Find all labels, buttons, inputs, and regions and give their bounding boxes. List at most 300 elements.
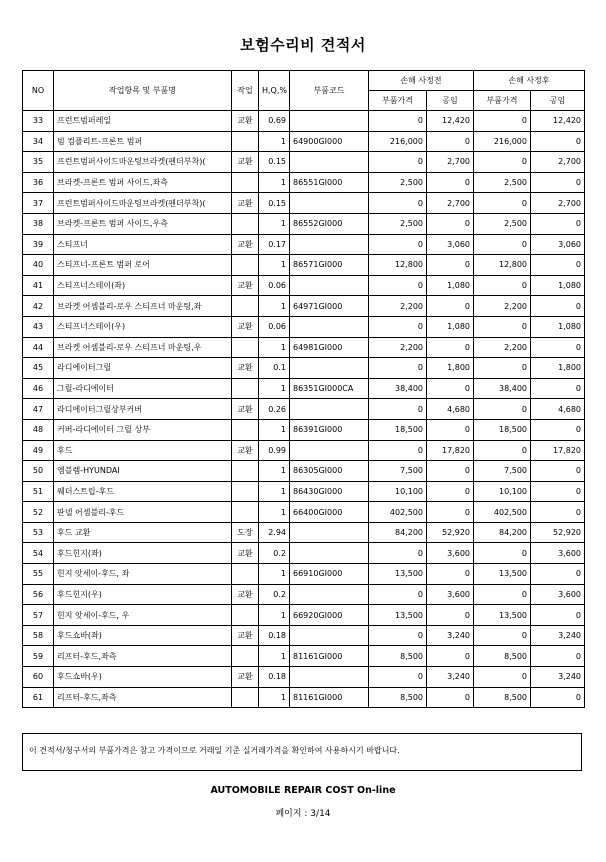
row-after-labor: 4,680 [531, 399, 585, 420]
row-after-labor: 0 [531, 296, 585, 317]
row-work [232, 378, 259, 399]
row-before-labor: 0 [427, 337, 474, 358]
table-row [23, 667, 585, 688]
row-before-part-price: 216,000 [369, 131, 427, 152]
row-work: 교환 [232, 543, 259, 564]
row-no: 45 [23, 358, 54, 379]
row-item: 웨더스트립-후드 [54, 481, 232, 502]
row-before-part-price: 0 [369, 234, 427, 255]
row-after-part-price: 0 [474, 440, 531, 461]
row-before-part-price: 402,500 [369, 502, 427, 523]
row-before-labor: 2,700 [427, 193, 474, 214]
row-no: 59 [23, 646, 54, 667]
row-after-labor: 0 [531, 502, 585, 523]
table-row [23, 358, 585, 379]
row-hq: 0.18 [259, 625, 290, 646]
row-after-labor: 2,700 [531, 193, 585, 214]
row-code: 81161GI000 [290, 646, 369, 667]
row-after-part-price: 0 [474, 358, 531, 379]
row-item: 엠블렘-HYUNDAI [54, 461, 232, 482]
row-no: 48 [23, 419, 54, 440]
row-after-labor: 0 [531, 419, 585, 440]
row-before-part-price: 0 [369, 316, 427, 337]
row-after-labor: 3,060 [531, 234, 585, 255]
row-no: 60 [23, 667, 54, 688]
row-hq: 0.2 [259, 584, 290, 605]
row-work [232, 481, 259, 502]
row-hq: 0.1 [259, 358, 290, 379]
row-no: 52 [23, 502, 54, 523]
row-no: 51 [23, 481, 54, 502]
row-code [290, 111, 369, 132]
row-after-labor: 0 [531, 687, 585, 708]
row-code: 64900GI000 [290, 131, 369, 152]
row-after-labor: 3,240 [531, 667, 585, 688]
row-item: 리프터-후드,좌측 [54, 646, 232, 667]
row-hq: 1 [259, 687, 290, 708]
row-after-part-price: 2,500 [474, 172, 531, 193]
row-after-labor: 1,800 [531, 358, 585, 379]
row-work: 도장 [232, 522, 259, 543]
row-no: 39 [23, 234, 54, 255]
row-after-part-price: 38,400 [474, 378, 531, 399]
row-hq: 0.17 [259, 234, 290, 255]
table-row [23, 275, 585, 296]
row-work [232, 502, 259, 523]
row-no: 33 [23, 111, 54, 132]
row-before-part-price: 0 [369, 543, 427, 564]
row-item: 브라켓-프론트 범퍼 사이드,좌측 [54, 172, 232, 193]
row-no: 61 [23, 687, 54, 708]
row-before-part-price: 0 [369, 152, 427, 173]
row-hq: 0.15 [259, 152, 290, 173]
row-no: 41 [23, 275, 54, 296]
row-after-labor: 0 [531, 255, 585, 276]
table-row [23, 502, 585, 523]
row-after-labor: 12,420 [531, 111, 585, 132]
page-number: 페이지 : 3/14 [275, 809, 331, 819]
row-work [232, 646, 259, 667]
estimate-rows [23, 111, 585, 708]
row-item: 리프터-후드,좌측 [54, 687, 232, 708]
row-before-part-price: 2,200 [369, 337, 427, 358]
row-item: 후드쇼바(좌) [54, 625, 232, 646]
header-item: 작업항목 및 부품명 [54, 71, 232, 111]
notice-text: 이 견적서/청구서의 부품가격은 참고 가격이므로 거래일 기준 실거래가격을 확인하여 사용하시기 바랍니다. [29, 746, 400, 755]
row-no: 56 [23, 584, 54, 605]
row-work [232, 605, 259, 626]
row-after-labor: 17,820 [531, 440, 585, 461]
row-no: 42 [23, 296, 54, 317]
table-row [23, 440, 585, 461]
row-before-part-price: 0 [369, 625, 427, 646]
table-row [23, 461, 585, 482]
row-item: 후드 교환 [54, 522, 232, 543]
row-no: 44 [23, 337, 54, 358]
header-before-labor: 공임 [427, 91, 474, 111]
header-before-part-price: 부품가격 [369, 91, 427, 111]
row-item: 브라켓-프론트 범퍼 사이드,우측 [54, 213, 232, 234]
row-before-part-price: 0 [369, 667, 427, 688]
row-work: 교환 [232, 667, 259, 688]
table-row [23, 419, 585, 440]
row-code [290, 399, 369, 420]
row-code [290, 234, 369, 255]
row-no: 38 [23, 213, 54, 234]
row-after-part-price: 0 [474, 316, 531, 337]
row-before-part-price: 0 [369, 358, 427, 379]
table-row [23, 234, 585, 255]
row-hq: 1 [259, 502, 290, 523]
row-before-part-price: 2,500 [369, 213, 427, 234]
row-after-part-price: 0 [474, 667, 531, 688]
row-work [232, 419, 259, 440]
row-work: 교환 [232, 440, 259, 461]
row-after-labor: 1,080 [531, 316, 585, 337]
header-code: 부품코드 [290, 71, 369, 111]
row-item: 후드 [54, 440, 232, 461]
row-no: 49 [23, 440, 54, 461]
row-code [290, 625, 369, 646]
row-code [290, 522, 369, 543]
row-after-part-price: 216,000 [474, 131, 531, 152]
row-work [232, 213, 259, 234]
row-before-part-price: 0 [369, 275, 427, 296]
row-no: 58 [23, 625, 54, 646]
row-before-labor: 2,700 [427, 152, 474, 173]
row-no: 36 [23, 172, 54, 193]
row-before-part-price: 2,500 [369, 172, 427, 193]
row-code: 66920GI000 [290, 605, 369, 626]
row-code: 64971GI000 [290, 296, 369, 317]
row-no: 34 [23, 131, 54, 152]
row-after-part-price: 0 [474, 111, 531, 132]
row-code [290, 193, 369, 214]
row-before-labor: 3,600 [427, 543, 474, 564]
row-code [290, 543, 369, 564]
row-after-part-price: 0 [474, 399, 531, 420]
row-code: 66400GI000 [290, 502, 369, 523]
row-item: 프런트범퍼레일 [54, 111, 232, 132]
row-work: 교환 [232, 152, 259, 173]
row-before-labor: 1,080 [427, 316, 474, 337]
row-after-labor: 3,600 [531, 584, 585, 605]
row-hq: 1 [259, 172, 290, 193]
row-item: 판넬 어셈블리-후드 [54, 502, 232, 523]
row-after-part-price: 0 [474, 625, 531, 646]
row-hq: 0.18 [259, 667, 290, 688]
row-hq: 1 [259, 564, 290, 585]
row-before-labor: 17,820 [427, 440, 474, 461]
row-after-part-price: 2,500 [474, 213, 531, 234]
row-after-labor: 0 [531, 481, 585, 502]
row-code [290, 152, 369, 173]
row-after-part-price: 2,200 [474, 296, 531, 317]
row-before-part-price: 84,200 [369, 522, 427, 543]
footer-title: AUTOMOBILE REPAIR COST On-line [210, 785, 396, 796]
row-after-labor: 0 [531, 213, 585, 234]
row-before-labor: 3,600 [427, 584, 474, 605]
row-code: 81161GI000 [290, 687, 369, 708]
row-code: 86551GI000 [290, 172, 369, 193]
row-hq: 1 [259, 296, 290, 317]
row-work: 교환 [232, 193, 259, 214]
row-before-labor: 52,920 [427, 522, 474, 543]
row-before-labor: 0 [427, 481, 474, 502]
row-item: 힌지 앗세이-후드, 좌 [54, 564, 232, 585]
row-after-part-price: 7,500 [474, 461, 531, 482]
row-item: 그릴-라디에이터 [54, 378, 232, 399]
table-row [23, 131, 585, 152]
row-code: 86305GI000 [290, 461, 369, 482]
row-work [232, 687, 259, 708]
row-before-labor: 0 [427, 131, 474, 152]
table-row [23, 378, 585, 399]
row-before-labor: 1,800 [427, 358, 474, 379]
header-after-labor: 공임 [531, 91, 585, 111]
table-row [23, 316, 585, 337]
row-code [290, 440, 369, 461]
row-after-part-price: 84,200 [474, 522, 531, 543]
row-code [290, 667, 369, 688]
row-after-labor: 1,080 [531, 275, 585, 296]
row-after-part-price: 18,500 [474, 419, 531, 440]
row-hq: 0.06 [259, 275, 290, 296]
row-hq: 1 [259, 378, 290, 399]
row-work [232, 337, 259, 358]
row-after-labor: 3,600 [531, 543, 585, 564]
row-before-labor: 3,240 [427, 625, 474, 646]
row-item: 프런트범퍼사이드마운팅브라켓(펜더부착)( [54, 193, 232, 214]
row-hq: 1 [259, 213, 290, 234]
header-no: NO [23, 71, 54, 111]
row-work [232, 461, 259, 482]
row-before-part-price: 2,200 [369, 296, 427, 317]
row-before-labor: 0 [427, 646, 474, 667]
table-row [23, 687, 585, 708]
row-after-part-price: 0 [474, 152, 531, 173]
row-before-labor: 0 [427, 502, 474, 523]
row-before-part-price: 0 [369, 584, 427, 605]
row-item: 후드쇼바(우) [54, 667, 232, 688]
row-code: 86571GI000 [290, 255, 369, 276]
row-after-labor: 3,240 [531, 625, 585, 646]
row-after-part-price: 13,500 [474, 605, 531, 626]
row-no: 35 [23, 152, 54, 173]
row-before-labor: 0 [427, 213, 474, 234]
row-item: 힌지 앗세이-후드, 우 [54, 605, 232, 626]
row-work [232, 564, 259, 585]
table-row [23, 543, 585, 564]
row-after-part-price: 10,100 [474, 481, 531, 502]
header-after: 손해 사정후 [474, 71, 585, 91]
row-item: 라디에이터그릴상부커버 [54, 399, 232, 420]
row-before-labor: 0 [427, 687, 474, 708]
row-no: 46 [23, 378, 54, 399]
row-work [232, 172, 259, 193]
row-code: 86430GI000 [290, 481, 369, 502]
row-hq: 1 [259, 131, 290, 152]
row-before-part-price: 10,100 [369, 481, 427, 502]
row-item: 후드힌지(우) [54, 584, 232, 605]
row-code [290, 275, 369, 296]
row-before-labor: 3,240 [427, 667, 474, 688]
row-item: 스티프너 [54, 234, 232, 255]
row-before-part-price: 0 [369, 193, 427, 214]
row-after-labor: 0 [531, 172, 585, 193]
row-before-labor: 0 [427, 461, 474, 482]
row-item: 라디에이터그릴 [54, 358, 232, 379]
row-before-part-price: 18,500 [369, 419, 427, 440]
row-after-part-price: 0 [474, 234, 531, 255]
row-hq: 1 [259, 605, 290, 626]
row-item: 커버-라디에이터 그릴 상부 [54, 419, 232, 440]
row-after-labor: 0 [531, 461, 585, 482]
row-item: 프런트범퍼사이드마운팅브라켓(펜더부착)( [54, 152, 232, 173]
table-row [23, 213, 585, 234]
row-work: 교환 [232, 111, 259, 132]
row-before-labor: 0 [427, 605, 474, 626]
row-hq: 0.26 [259, 399, 290, 420]
row-work: 교환 [232, 399, 259, 420]
table-row [23, 337, 585, 358]
row-after-part-price: 2,200 [474, 337, 531, 358]
row-hq: 1 [259, 481, 290, 502]
row-before-labor: 0 [427, 172, 474, 193]
row-hq: 0.06 [259, 316, 290, 337]
row-after-labor: 0 [531, 131, 585, 152]
notice-box [22, 733, 582, 771]
table-row [23, 605, 585, 626]
table-row [23, 399, 585, 420]
row-no: 54 [23, 543, 54, 564]
row-code [290, 316, 369, 337]
row-before-part-price: 0 [369, 440, 427, 461]
row-item: 스티프너스테이(우) [54, 316, 232, 337]
row-hq: 1 [259, 255, 290, 276]
row-before-part-price: 38,400 [369, 378, 427, 399]
row-before-part-price: 0 [369, 111, 427, 132]
row-before-part-price: 12,800 [369, 255, 427, 276]
table-row [23, 522, 585, 543]
table-row [23, 646, 585, 667]
row-work: 교환 [232, 316, 259, 337]
row-after-labor: 0 [531, 378, 585, 399]
row-after-part-price: 402,500 [474, 502, 531, 523]
row-after-labor: 52,920 [531, 522, 585, 543]
row-after-labor: 0 [531, 564, 585, 585]
row-no: 50 [23, 461, 54, 482]
row-before-labor: 3,060 [427, 234, 474, 255]
row-work: 교환 [232, 234, 259, 255]
row-after-labor: 0 [531, 337, 585, 358]
row-before-part-price: 8,500 [369, 687, 427, 708]
row-no: 43 [23, 316, 54, 337]
table-row [23, 172, 585, 193]
row-before-labor: 0 [427, 419, 474, 440]
row-before-labor: 1,080 [427, 275, 474, 296]
row-work: 교환 [232, 625, 259, 646]
header-before: 손해 사정전 [369, 71, 474, 91]
row-code: 66910GI000 [290, 564, 369, 585]
row-work [232, 255, 259, 276]
row-work: 교환 [232, 584, 259, 605]
row-after-labor: 0 [531, 646, 585, 667]
row-item: 스티프너스테이(좌) [54, 275, 232, 296]
table-row [23, 564, 585, 585]
row-before-labor: 0 [427, 255, 474, 276]
estimate-table [22, 70, 585, 708]
row-before-labor: 0 [427, 378, 474, 399]
row-no: 55 [23, 564, 54, 585]
document-title: 보험수리비 견적서 [240, 36, 366, 54]
header-after-part-price: 부품가격 [474, 91, 531, 111]
row-hq: 0.99 [259, 440, 290, 461]
row-work: 교환 [232, 358, 259, 379]
row-before-part-price: 7,500 [369, 461, 427, 482]
row-no: 40 [23, 255, 54, 276]
header-hq: H,Q,% [259, 71, 290, 111]
row-item: 스티프너-프론트 범퍼 로어 [54, 255, 232, 276]
table-row [23, 481, 585, 502]
row-before-part-price: 0 [369, 399, 427, 420]
header-work: 작업 [232, 71, 259, 111]
table-row [23, 193, 585, 214]
row-before-part-price: 8,500 [369, 646, 427, 667]
row-hq: 1 [259, 337, 290, 358]
row-after-part-price: 8,500 [474, 687, 531, 708]
row-after-part-price: 0 [474, 275, 531, 296]
row-item: 후드힌지(좌) [54, 543, 232, 564]
row-no: 57 [23, 605, 54, 626]
row-hq: 0.69 [259, 111, 290, 132]
table-row [23, 296, 585, 317]
row-item: 빔 컴플리트-프론트 범퍼 [54, 131, 232, 152]
row-code: 86351GI000CA [290, 378, 369, 399]
row-work: 교환 [232, 275, 259, 296]
row-before-part-price: 13,500 [369, 564, 427, 585]
row-before-labor: 0 [427, 296, 474, 317]
row-after-part-price: 8,500 [474, 646, 531, 667]
row-hq: 1 [259, 419, 290, 440]
row-hq: 2.94 [259, 522, 290, 543]
row-after-part-price: 13,500 [474, 564, 531, 585]
table-row [23, 625, 585, 646]
row-item: 브라켓 어셈블리-로우 스티프너 마운팅,우 [54, 337, 232, 358]
row-after-part-price: 0 [474, 584, 531, 605]
row-no: 47 [23, 399, 54, 420]
row-after-part-price: 0 [474, 543, 531, 564]
row-code [290, 358, 369, 379]
row-code: 86552GI000 [290, 213, 369, 234]
row-no: 37 [23, 193, 54, 214]
row-after-labor: 0 [531, 605, 585, 626]
row-code: 86391GI000 [290, 419, 369, 440]
table-row [23, 255, 585, 276]
row-hq: 0.15 [259, 193, 290, 214]
row-before-part-price: 13,500 [369, 605, 427, 626]
row-code: 64981GI000 [290, 337, 369, 358]
row-after-labor: 2,700 [531, 152, 585, 173]
row-work [232, 131, 259, 152]
table-row [23, 584, 585, 605]
row-before-labor: 12,420 [427, 111, 474, 132]
row-hq: 0.2 [259, 543, 290, 564]
row-after-part-price: 12,800 [474, 255, 531, 276]
row-work [232, 296, 259, 317]
row-after-part-price: 0 [474, 193, 531, 214]
row-before-labor: 0 [427, 564, 474, 585]
